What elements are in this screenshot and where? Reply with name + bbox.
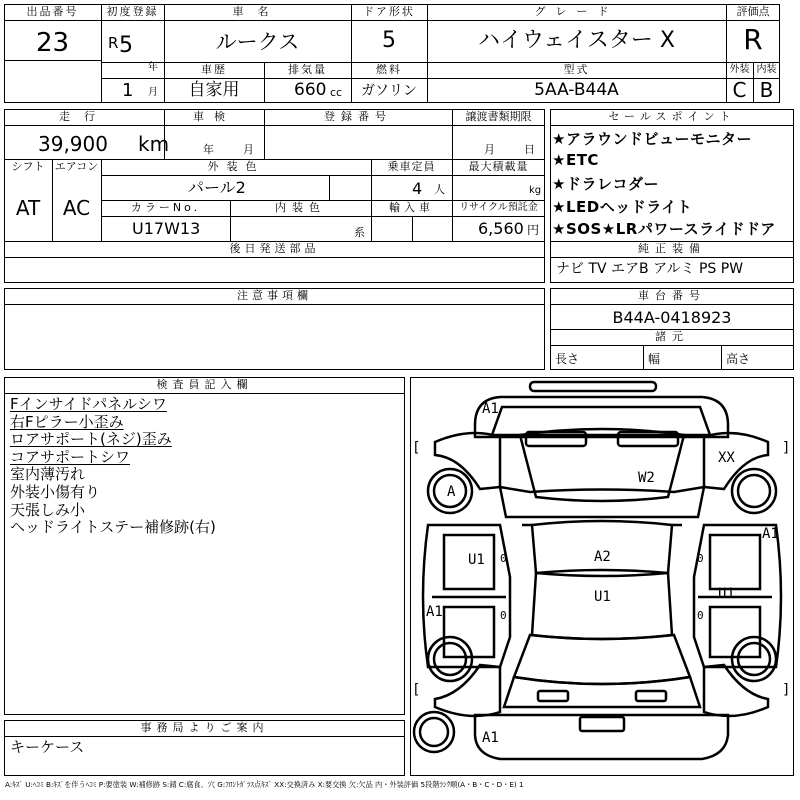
exterior-color: パール2 [188,178,246,197]
damage-left-front-door-zero: 0 [500,552,507,565]
divider [412,216,413,241]
selling-point-item: ★ドラレコダー [552,175,659,194]
interior-score: B [759,78,774,102]
inspection-header: 車検 [193,110,235,123]
interior-color-header: 内装色 [275,201,326,214]
divider [4,304,545,305]
first-reg-header: 初度登録 [106,5,159,18]
damage-right-side-front: A1 [762,526,779,542]
damage-front-left-wheel: A [447,484,456,500]
car-diagram [410,377,794,776]
divider [550,125,794,126]
divider [4,257,545,258]
divider [721,345,722,370]
door-count: 5 [382,28,396,53]
model: 5AA-B44A [534,80,619,100]
interior-color-unit: 系 [354,226,365,239]
damage-left-side-rear: A1 [426,604,443,620]
inspection-month-unit: 月 [243,143,254,156]
transfer-month-unit: 月 [484,143,495,156]
displacement-unit: cc [330,86,343,99]
divider [4,125,545,126]
mileage-unit: km [138,132,170,156]
max-load-unit: kg [529,185,542,196]
inspector-note-line: Fインサイドパネルシワ [10,395,167,413]
bracket-bottom-left: [ [412,682,421,698]
selling-point-item: ★SOS★LRパワースライドドア [552,220,776,239]
first-reg-year: 5 [119,33,133,58]
max-load-header: 最大積載量 [468,160,529,173]
office-notice: キーケース [10,738,85,756]
shift-header: シフト [11,160,45,173]
displacement-header: 排気量 [288,63,327,76]
bracket-bottom-right: ] [782,682,791,698]
mileage-header: 走行 [59,110,109,123]
damage-hood-right: W2 [638,470,655,486]
capacity: 4 [412,179,423,198]
fuel-header: 燃料 [376,63,402,76]
chassis-no: B44A-0418923 [612,308,732,327]
door-header: ドア形状 [363,5,415,18]
damage-left-rear-door-zero: 0 [500,609,507,622]
inspector-note-line: ヘッドライトステー補修跡(右) [10,518,216,537]
divider [550,345,794,346]
car-name: ルークス [215,30,300,54]
notes-header: 注意事項欄 [237,289,312,302]
capacity-unit: 人 [434,183,445,196]
damage-roof: A2 [594,549,611,565]
divider [101,175,545,176]
mileage: 39,900 [38,132,108,156]
inspector-note-line: 右Fピラー小歪み [10,412,124,431]
fuel: ガソリン [361,83,417,99]
recycle: 6,560 [478,219,524,238]
width-label: 幅 [648,352,661,366]
divider [4,60,101,61]
right-taillight [636,691,666,701]
grade-header: グレード [534,5,619,18]
damage-right-rear-door: U1 [718,586,735,602]
aircon-header: エアコン [54,160,99,173]
chassis-no-header: 車台番号 [638,289,706,302]
era: R [108,34,119,52]
left-taillight [538,691,568,701]
first-reg-month: 1 [122,80,134,101]
front-bumper-top-strip [530,382,656,391]
selling-point-item: ★アラウンドビューモニター [552,130,752,148]
divider [643,345,644,370]
color-no: U17W13 [132,219,201,238]
divider [4,736,405,737]
damage-rear-bumper: A1 [482,730,499,746]
damage-left-front-door: U1 [468,552,485,568]
transfer-day-unit: 日 [524,143,535,156]
genuine-equipment: ナビ TV エアB アルミ PS PW [556,261,744,277]
damage-front-right-area: XX [718,450,735,466]
selling-point-item: ★LEDヘッドライト [552,197,693,216]
capacity-header: 乗車定員 [387,160,436,173]
recycle-unit: 円 [527,223,540,237]
height-label: 高さ [726,352,751,366]
divider [4,393,405,394]
exterior-score-header: 外装 [729,64,750,75]
selling-point-item: ★ETC [552,150,599,169]
inspector-notes-header: 検査員記入欄 [156,378,253,391]
grille [492,407,710,435]
divider [550,257,794,258]
genuine-equipment-header: 純正装備 [638,242,706,255]
lot-no-header: 出品番号 [26,5,79,18]
divider [550,304,794,305]
office-notice-header: 事務局よりご案内 [140,721,269,734]
inspection-year-unit: 年 [203,143,214,156]
reg-no-header: 登録番号 [324,110,392,123]
history: 自家用 [188,80,240,100]
legend: A:ｷｽﾞ U:ﾍｺﾐ B:ｷｽﾞを伴うﾍｺﾐ P:要塗装 W:補修跡 S:錆 C:腐食、穴 G:ﾌﾛﾝﾄｶﾞﾗｽ点ｷｽﾞ XX:交換済み X:要交換 欠:欠品 内・外装評価 5段階ﾗﾝｸ順(A・B・C・D・E) 1 [5,780,524,789]
divider [329,175,330,200]
damage-right-rear-door-zero: 0 [697,609,704,622]
inspector-note-line: 室内薄汚れ [10,465,86,484]
color-no-header: カラーNo. [130,201,201,214]
right-front-door [710,535,760,589]
divider [101,216,545,217]
shift: AT [15,196,41,220]
divider [101,78,780,79]
inspector-note-line: 外装小傷有り [10,483,101,501]
month-unit: 月 [148,87,158,98]
lot-no: 23 [35,28,70,58]
inspector-note-line: 天張しみ小 [10,500,86,519]
later-parts-header: 後日発送部品 [229,242,320,255]
front-bumper [475,397,728,437]
rear-window [514,635,690,684]
license-plate [580,717,624,731]
history-header: 車歴 [201,63,227,76]
bracket-top-left: [ [412,440,421,456]
left-front-fender [435,433,500,489]
exterior-score: C [732,78,747,102]
specs-header: 諸元 [655,330,689,343]
import-header: 輸入車 [389,201,434,214]
inspector-note-line: コアサポートシワ [10,447,131,466]
recycle-header: リサイクル預託金 [459,202,538,213]
tailgate [504,677,700,707]
model-header: 型式 [563,63,590,76]
exterior-color-header: 外装色 [207,160,265,173]
damage-right-front-door-zero: 0 [697,552,704,565]
rear-bumper [475,715,728,759]
selling-points-header: セールスポイント [608,110,736,123]
damage-roof-lower: U1 [594,589,611,605]
length-label: 長さ [555,352,580,366]
grade: ハイウェイスター X [478,28,675,53]
damage-front-bumper: A1 [482,401,499,417]
score-header: 評価点 [736,5,770,18]
displacement: 660 [294,80,327,100]
interior-score-header: 内装 [756,64,777,75]
inspector-note-line: ロアサポート(ネジ)歪み [10,430,172,449]
divider [4,20,780,21]
aircon: AC [62,196,91,220]
score: R [743,23,763,56]
transfer-deadline-header: 譲渡書類期限 [465,110,532,123]
car-name-header: 車名 [232,5,283,18]
year-unit: 年 [148,62,158,73]
bracket-top-right: ] [782,440,791,456]
